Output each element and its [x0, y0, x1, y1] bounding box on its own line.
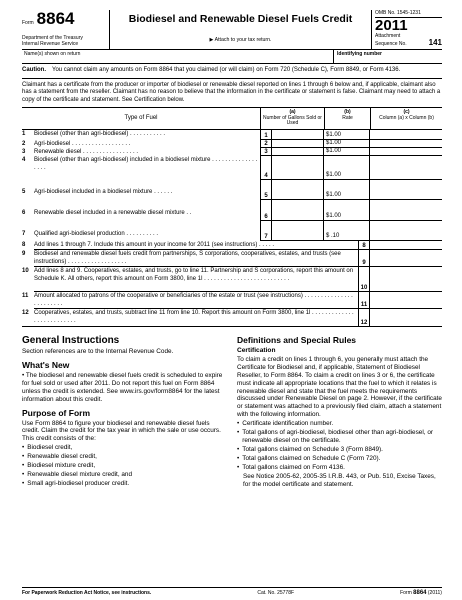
line-description: Biodiesel and renewable diesel fuels credit from partnerships, S corporations, cooperatives, estates, and trusts (see instructions) . . . . . . . . . . . . . . . . . .: [34, 250, 358, 267]
line-box: 9: [358, 250, 370, 267]
line-description: Biodiesel (other than agri-biodiesel) . . . . . . . . . . .: [34, 131, 166, 137]
table-row: [22, 292, 442, 309]
identifying-number-label: Identifying number: [337, 51, 382, 57]
line-box: 2: [260, 140, 272, 148]
table-row: [22, 241, 442, 250]
rate-value: $1.00: [324, 180, 370, 200]
amount-input[interactable]: [370, 180, 442, 200]
notice-text: See Notice 2005-62, 2005-35 I.R.B. 443, or Pub. 510, Excise Taxes, for the model certificate and statement.: [243, 472, 436, 488]
list-item: [237, 455, 442, 463]
line-box: 6: [260, 200, 272, 221]
caution-text: You cannot claim any amounts on Form 8864 that you claimed (or will claim) on Form 720 (Schedule C), Form 8849, or Form 4136.: [52, 67, 401, 73]
list-item-text: Total gallons claimed on Schedule 3 (Form 8849).: [242, 445, 383, 453]
caution-note: [22, 67, 442, 79]
list-item-text: Biodiesel credit,: [27, 444, 73, 452]
col-c-letter: (c): [403, 109, 410, 115]
name-row: [22, 50, 442, 64]
line-description: Agri-biodiesel . . . . . . . . . . . . . . . . . .: [34, 141, 131, 147]
line-description: Qualified agri-biodiesel production . . . . . . . . . .: [34, 231, 159, 237]
omb-block: [372, 10, 442, 49]
line-box: 1: [260, 130, 272, 140]
whats-new-text: • The biodiesel and renewable diesel fuels credit is scheduled to expire for fuel sold or used after 2011. Do not report this fuel on Form 8864 unless the credit is extended. See www.irs.gov/form8864 for the latest information about this credit.: [22, 371, 223, 403]
line-box: 5: [260, 180, 272, 200]
form-title-block: [110, 10, 372, 49]
col-c-title: Column (a) x Column (b): [379, 114, 434, 121]
bullet-icon: •: [237, 454, 240, 462]
table-row: [22, 267, 442, 292]
amount-input[interactable]: [370, 140, 442, 148]
bullet-icon: •: [22, 462, 25, 470]
table-row: [22, 156, 442, 180]
list-item-text: Total gallons claimed on Form 4136.: [242, 463, 345, 471]
purpose-heading: Purpose of Form: [22, 407, 91, 418]
section-references-text: Section references are to the Internal Revenue Code.: [22, 348, 174, 355]
line-number: 9: [22, 251, 26, 257]
col-a-title: Number of Gallons Sold or Used: [263, 114, 322, 126]
line-description: Agri-biodiesel included in a biodiesel mixture . . . . . .: [34, 189, 173, 195]
claimant-statement: Claimant has a certificate from the producer or importer of biodiesel or renewable diesel reported on lines 1 through 6 below and, if applicable, claimant also has a statement from the reseller. Claimant has no reason to believe that the information in the certificate or statement is false. Claimant may need to attach a copy of the certificate and statement. See Certification below.: [22, 81, 441, 103]
amount-input[interactable]: [370, 309, 442, 326]
footer-year: (2011): [427, 590, 442, 596]
caution-label: Caution.: [22, 67, 46, 73]
line-description: Renewable diesel . . . . . . . . . . . . . . . . .: [34, 149, 139, 155]
bullet-icon: •: [237, 420, 240, 428]
line-number: 10: [22, 268, 29, 274]
line-number: 6: [22, 210, 26, 216]
line-number: 5: [22, 189, 26, 195]
line-description: Amount allocated to patrons of the cooperative or beneficiaries of the estate or trust (see instructions) . . . . . . . . . . . . . . . . . . . . . . . .: [34, 292, 358, 309]
amount-input[interactable]: [370, 241, 442, 250]
amount-input[interactable]: [370, 221, 442, 241]
list-item: [22, 462, 227, 470]
table-row: [22, 180, 442, 200]
gallons-input[interactable]: [272, 180, 324, 200]
list-item: [237, 446, 442, 454]
bullet-icon: •: [237, 445, 240, 453]
col-a-letter: (a): [289, 109, 296, 115]
line-box: 12: [358, 309, 370, 326]
credit-table: [22, 107, 442, 327]
table-header: [22, 108, 442, 130]
amount-input[interactable]: [370, 156, 442, 180]
tax-year: 2011: [375, 17, 408, 34]
list-item-text: Certificate identification number.: [242, 420, 334, 428]
gallons-input[interactable]: [272, 130, 324, 140]
line-number: 11: [22, 293, 29, 299]
certification-heading: Certification: [237, 347, 276, 354]
line-box: 8: [358, 241, 370, 250]
table-row: [22, 221, 442, 241]
list-item: [22, 480, 227, 488]
sequence-number: 141: [428, 38, 442, 47]
rate-value: $ .10: [324, 221, 370, 241]
gallons-input[interactable]: [272, 221, 324, 241]
line-description: Add lines 1 through 7. Include this amount in your income for 2011 (see instructions) . . . . .: [34, 241, 358, 250]
line-box: 3: [260, 148, 272, 156]
gallons-input[interactable]: [272, 148, 324, 156]
footer-form-id: [400, 590, 442, 596]
instructions-columns: [22, 335, 442, 488]
bullet-icon: •: [22, 444, 25, 452]
col-fuel-header: Type of Fuel: [124, 115, 158, 121]
line-description: Biodiesel (other than agri-biodiesel) included in a biodiesel mixture . . . . . . . . . . . . . . . . . .: [34, 157, 258, 171]
line-box: 7: [260, 221, 272, 241]
form-number: 8864: [36, 9, 75, 28]
bullet-icon: •: [22, 453, 25, 461]
line-number: 3: [22, 149, 26, 155]
form-word: Form: [22, 20, 34, 26]
list-item-text: Renewable diesel credit,: [27, 453, 97, 461]
catalog-number: Cat. No. 25778F: [257, 590, 295, 596]
amount-input[interactable]: [370, 130, 442, 140]
line-number: 7: [22, 231, 26, 237]
definitions-heading: Definitions and Special Rules: [237, 335, 357, 345]
gallons-input[interactable]: [272, 140, 324, 148]
line-description: Renewable diesel included in a renewable diesel mixture . .: [34, 210, 192, 216]
col-b-header: [324, 108, 370, 129]
list-item-text: Total gallons of agri-biodiesel, biodiesel other than agri-biodiesel, or renewable diesel on the certificate.: [242, 429, 434, 444]
line-number: 4: [22, 157, 26, 163]
table-row: [22, 200, 442, 221]
bullet-icon: •: [22, 470, 25, 478]
purpose-text: Use Form 8864 to figure your biodiesel and renewable diesel fuels credit. Claim the credit for the tax year in which the sale or use occurs. This credit consists of the:: [22, 419, 221, 443]
rate-value: $1.00: [324, 148, 370, 156]
table-row: [22, 130, 442, 140]
paperwork-notice: For Paperwork Reduction Act Notice, see instructions.: [22, 590, 152, 596]
line-description: Add lines 8 and 9. Cooperatives, estates, and trusts, go to line 11. Partnership and S corporations, report this amount on Schedule K. All others, report this amount on Form 3800, line 1l . . . . . . . . . . . . . . . . . . . . . . . . . .: [34, 267, 358, 292]
amount-input[interactable]: [370, 148, 442, 156]
left-column: [22, 335, 227, 488]
footer-form-number: 8864: [413, 590, 427, 596]
name-field[interactable]: [22, 50, 334, 63]
dept-irs: Internal Revenue Service: [22, 41, 79, 47]
list-item-text: Renewable diesel mixture credit, and: [27, 470, 133, 478]
table-row: [22, 250, 442, 267]
amount-input[interactable]: [370, 267, 442, 292]
attach-instruction: ▶ Attach to your tax return.: [209, 37, 272, 43]
line-box: 11: [358, 292, 370, 309]
table-row: [22, 148, 442, 156]
rate-value: $1.00: [324, 156, 370, 180]
line-description: Cooperatives, estates, and trusts, subtract line 11 from line 10. Report this amount on Form 3800, line 1l . . . . . . . . . . . . . . . . . . . . . . . . . .: [34, 310, 354, 324]
list-item: [237, 464, 442, 472]
dept-treasury: Department of the Treasury: [22, 35, 83, 41]
whats-new-heading: What's New: [22, 359, 70, 370]
list-item: [237, 429, 442, 445]
list-item-text: Total gallons claimed on Schedule C (Form 720).: [242, 454, 381, 462]
line-number: 12: [22, 310, 29, 316]
rate-value: $1.00: [324, 200, 370, 221]
amount-input[interactable]: [370, 250, 442, 267]
bullet-icon: •: [237, 463, 240, 471]
general-instructions-heading: General Instructions: [22, 335, 120, 346]
list-item: [237, 420, 442, 428]
amount-input[interactable]: [370, 200, 442, 221]
table-row: [22, 309, 442, 326]
table-row: [22, 140, 442, 148]
list-item-text: Small agri-biodiesel producer credit.: [27, 479, 130, 487]
col-b-title: Rate: [342, 114, 353, 121]
right-column: [237, 335, 442, 488]
form-title: Biodiesel and Renewable Diesel Fuels Credit: [128, 13, 353, 25]
list-item: [22, 471, 227, 479]
line-number: 1: [22, 131, 26, 137]
line-number: 2: [22, 141, 26, 147]
list-item-text: Biodiesel mixture credit,: [27, 462, 96, 470]
omb-number: OMB No. 1545-1231: [375, 10, 442, 18]
col-a-header: [260, 108, 324, 129]
identifying-number-field[interactable]: [334, 50, 442, 63]
list-item: [22, 453, 227, 461]
form-id-block: [22, 10, 110, 49]
certification-text: To claim a credit on lines 1 through 6, you generally must attach the Certificate for Biodiesel and, if applicable, Statement of Biodiesel Reseller, to Form 8864. To claim a credit on lines 3 or 6, the certificate must indicate all appropriate locations that the fuel to which it relates is renewable diesel and state that the fuel meets the requirements discussed under Renewable Diesel on page 2. However, if the certificate or statement was attached to a previously filed claim, attach a statement with the following information.: [237, 355, 442, 419]
amount-input[interactable]: [370, 292, 442, 309]
col-c-header: [370, 108, 442, 129]
list-item: [22, 444, 227, 452]
gallons-input[interactable]: [272, 200, 324, 221]
col-b-letter: (b): [344, 109, 351, 115]
line-box: 10: [358, 267, 370, 292]
name-label: Name(s) shown on return: [24, 51, 81, 57]
line-box: 4: [260, 156, 272, 180]
sequence-label: Sequence No.: [375, 41, 407, 47]
form-footer: [22, 587, 442, 596]
footer-form-word: Form: [400, 590, 412, 596]
gallons-input[interactable]: [272, 156, 324, 180]
bullet-icon: •: [237, 429, 240, 437]
rate-value: $1.00: [324, 140, 370, 148]
attachment-label: Attachment: [375, 33, 401, 39]
bullet-icon: •: [22, 479, 25, 487]
line-number: 8: [22, 242, 26, 248]
form-header: [22, 10, 442, 50]
rate-value: $1.00: [324, 130, 370, 140]
